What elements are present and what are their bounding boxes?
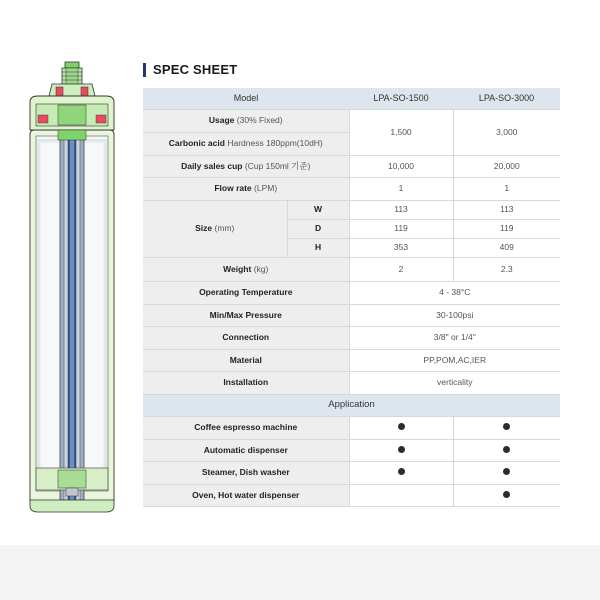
table-row xyxy=(143,350,560,372)
app-oven-model-2 xyxy=(453,485,560,507)
bullet-dot-icon xyxy=(503,446,510,453)
bullet-dot-icon xyxy=(503,468,510,475)
app-coffee-label: Coffee espresso machine xyxy=(143,417,349,440)
table-row xyxy=(143,327,560,350)
app-steamer-model-2 xyxy=(453,462,560,485)
size-w-model-2: 113 xyxy=(453,201,560,220)
flow-model-2: 1 xyxy=(453,178,560,201)
operating-temp-value: 4 - 38°C xyxy=(349,282,560,305)
bullet-dot-icon xyxy=(398,423,405,430)
installation-value: verticality xyxy=(349,372,560,395)
weight-label: Weight (kg) xyxy=(143,258,349,282)
bullet-dot-icon xyxy=(503,491,510,498)
weight-model-2: 2.3 xyxy=(453,258,560,282)
flow-rate-label: Flow rate (LPM) xyxy=(143,178,349,201)
filter-cutaway-drawing xyxy=(22,60,122,520)
app-steamer-label: Steamer, Dish washer xyxy=(143,462,349,485)
pressure-value: 30-100psi xyxy=(349,305,560,327)
app-dispenser-model-2 xyxy=(453,440,560,462)
spec-sheet-heading xyxy=(143,62,237,77)
table-row xyxy=(143,258,560,282)
daily-model-2: 20,000 xyxy=(453,156,560,178)
application-header: Application xyxy=(143,395,560,417)
flow-model-1: 1 xyxy=(349,178,453,201)
size-w-label: W xyxy=(287,201,349,220)
table-row xyxy=(143,372,560,395)
table-row xyxy=(143,110,560,133)
capacity-model-2: 3,000 xyxy=(453,110,560,156)
table-row xyxy=(143,201,560,220)
carbonic-label: Carbonic acid Hardness 180ppm(10dH) xyxy=(143,133,349,156)
application-header-row xyxy=(143,395,560,417)
operating-temp-label: Operating Temperature xyxy=(143,282,349,305)
header-model-label: Model xyxy=(143,88,349,110)
header-model-2: LPA-SO-3000 xyxy=(453,88,560,110)
usage-label: Usage (30% Fixed) xyxy=(143,110,349,133)
table-row xyxy=(143,156,560,178)
app-coffee-model-2 xyxy=(453,417,560,440)
table-row xyxy=(143,305,560,327)
table-header-row xyxy=(143,88,560,110)
size-d-model-1: 119 xyxy=(349,220,453,239)
size-h-label: H xyxy=(287,239,349,258)
bullet-dot-icon xyxy=(503,423,510,430)
table-row xyxy=(143,282,560,305)
pressure-label: Min/Max Pressure xyxy=(143,305,349,327)
size-h-model-1: 353 xyxy=(349,239,453,258)
table-row xyxy=(143,178,560,201)
title-accent-bar xyxy=(143,63,146,77)
installation-label: Installation xyxy=(143,372,349,395)
app-coffee-model-1 xyxy=(349,417,453,440)
size-h-model-2: 409 xyxy=(453,239,560,258)
size-label: Size (mm) xyxy=(143,201,287,258)
size-w-model-1: 113 xyxy=(349,201,453,220)
filter-cutaway-illustration xyxy=(22,60,122,520)
connection-value: 3/8" or 1/4" xyxy=(349,327,560,350)
bullet-dot-icon xyxy=(398,446,405,453)
table-row xyxy=(143,417,560,440)
table-row xyxy=(143,440,560,462)
connection-label: Connection xyxy=(143,327,349,350)
app-dispenser-model-1 xyxy=(349,440,453,462)
app-steamer-model-1 xyxy=(349,462,453,485)
app-dispenser-label: Automatic dispenser xyxy=(143,440,349,462)
capacity-model-1: 1,500 xyxy=(349,110,453,156)
material-label: Material xyxy=(143,350,349,372)
table-row xyxy=(143,485,560,507)
material-value: PP,POM,AC,IER xyxy=(349,350,560,372)
daily-sales-label: Daily sales cup (Cup 150ml 기준) xyxy=(143,156,349,178)
size-d-label: D xyxy=(287,220,349,239)
weight-model-1: 2 xyxy=(349,258,453,282)
app-oven-label: Oven, Hot water dispenser xyxy=(143,485,349,507)
footer-band xyxy=(0,545,600,600)
page-title: SPEC SHEET xyxy=(153,62,238,77)
spec-table xyxy=(143,88,560,507)
header-model-1: LPA-SO-1500 xyxy=(349,88,453,110)
daily-model-1: 10,000 xyxy=(349,156,453,178)
app-oven-model-1 xyxy=(349,485,453,507)
bullet-dot-icon xyxy=(398,468,405,475)
table-row xyxy=(143,462,560,485)
size-d-model-2: 119 xyxy=(453,220,560,239)
